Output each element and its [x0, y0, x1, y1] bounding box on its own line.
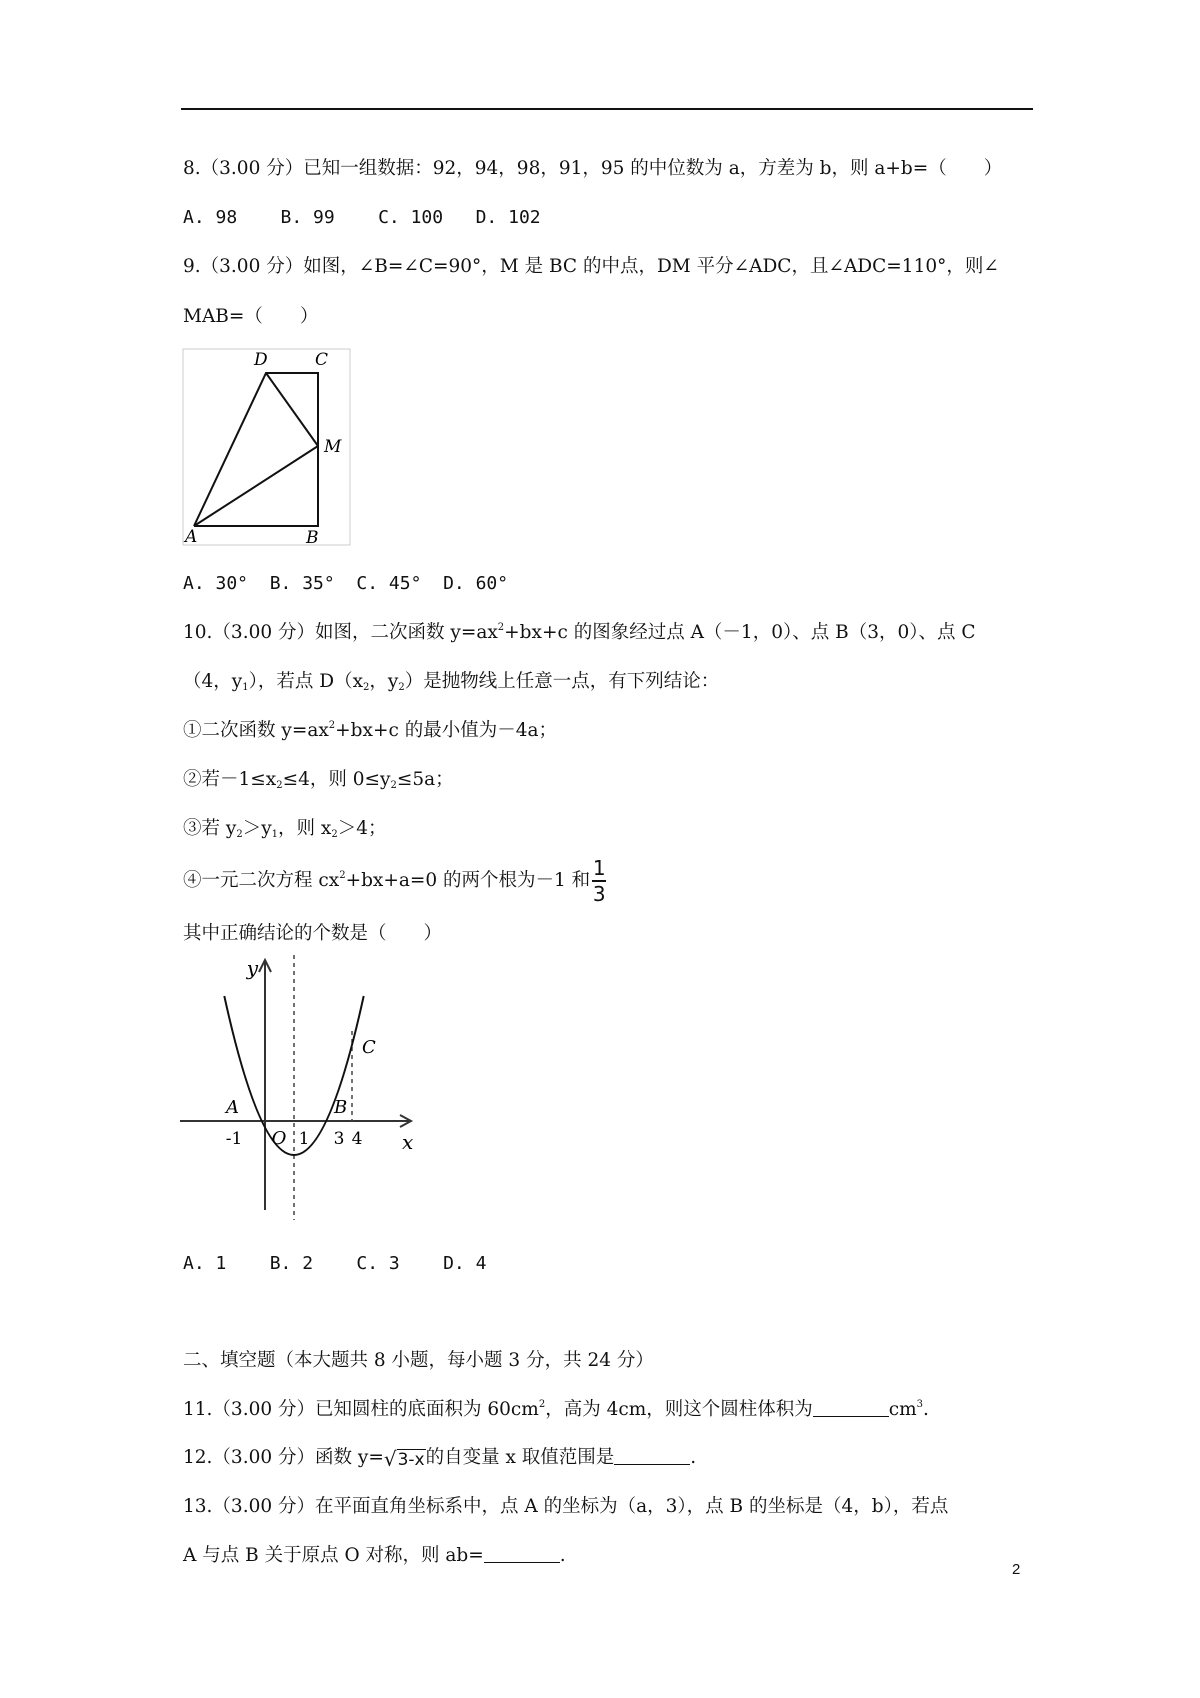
- label-a: A: [226, 1097, 239, 1118]
- q9-label-a: A: [185, 527, 198, 547]
- q10-stem-line2: （4，$y_1$），若点 $D(x_2$，$y_2$）是抛物线上任意一点，有下列结论：: [183, 671, 720, 693]
- q9-label-m: M: [324, 437, 342, 457]
- section2-title: 二、填空题（本大题共 8 小题，每小题 3 分，共 24 分）: [183, 1350, 654, 1371]
- q8-options: A. 98 B. 99 C. 100 D. 102: [183, 207, 541, 228]
- q10-ask: 其中正确结论的个数是（ ）: [183, 923, 443, 944]
- fraction-one-third: $\frac{1}{3}$: [592, 856, 606, 906]
- q9-figure: [182, 348, 352, 548]
- tick-1: 1: [298, 1129, 310, 1149]
- q9-label-c: C: [315, 350, 329, 370]
- q10-options: A. 1 B. 2 C. 3 D. 4: [183, 1253, 487, 1274]
- label-b: B: [334, 1097, 348, 1118]
- q9-label-d: D: [254, 350, 268, 370]
- q10-conclusion-1: ①二次函数 $y=ax^2+bx+c$ 的最小值为－4a；: [183, 720, 557, 741]
- q13-line1: 13.（3.00 分）在平面直角坐标系中，点 A 的坐标为（a，3），点 B 的坐标是（4，b），若点: [183, 1496, 949, 1517]
- q12-answer-blank[interactable]: [614, 1446, 690, 1465]
- label-x: x: [402, 1130, 414, 1154]
- header-rule: [181, 108, 1033, 110]
- tick-3: 3: [333, 1129, 345, 1149]
- q9-options: A. 30° B. 35° C. 45° D. 60°: [183, 573, 509, 594]
- label-c: C: [362, 1037, 376, 1058]
- q9-stem-line2: MAB=（ ）: [183, 306, 319, 327]
- q10-conclusion-2: ②若$-1\le x_2\le 4$，则 $0\le y_2\le 5a$；: [183, 769, 454, 791]
- page-number: 2: [1012, 1561, 1021, 1578]
- sqrt-expression: √ 3-x: [383, 1447, 425, 1471]
- q10-conclusion-4: ④一元二次方程 $cx^2+bx+a=0$ 的两个根为－1 和 $\frac{1}{3}$: [183, 856, 606, 906]
- q12: 12.（3.00 分）函数 y= √ 3-x 的自变量 x 取值范围是 .: [183, 1447, 697, 1471]
- q9-stem-line1: 9.（3.00 分）如图，∠B=∠C=90°，M 是 BC 的中点，DM 平分∠ADC，且∠ADC=110°，则∠: [183, 256, 999, 277]
- q10-conclusion-3: ③若 $y_2>y_1$，则 $x_2>4$；: [183, 818, 387, 840]
- label-o: O: [271, 1128, 287, 1149]
- q11: 11.（3.00 分）已知圆柱的底面积为 $60cm^2$，高为 4cm，则这个圆柱体积为 $cm^3$.: [183, 1399, 929, 1420]
- tick-minus-1: -1: [225, 1129, 243, 1149]
- tick-4: 4: [351, 1129, 363, 1149]
- q9-segment-dm: [266, 373, 318, 446]
- q10-graph: [180, 955, 420, 1225]
- label-y: y: [246, 956, 258, 980]
- q10-stem-line1: 10.（3.00 分）如图，二次函数 $y=ax^2+bx+c$ 的图象经过点 A（－1，0）、点 B（3，0）、点 C: [183, 622, 976, 643]
- q8-stem: 8.（3.00 分）已知一组数据：92，94，98，91，95 的中位数为 a，方差为 b，则 a+b=（ ）: [183, 158, 1003, 179]
- q9-quadrilateral: [194, 373, 318, 526]
- q11-answer-blank[interactable]: [813, 1398, 889, 1417]
- q9-label-b: B: [306, 528, 319, 548]
- q13-line2: A 与点 B 关于原点 O 对称，则 ab= .: [183, 1545, 566, 1566]
- q13-answer-blank[interactable]: [484, 1544, 560, 1563]
